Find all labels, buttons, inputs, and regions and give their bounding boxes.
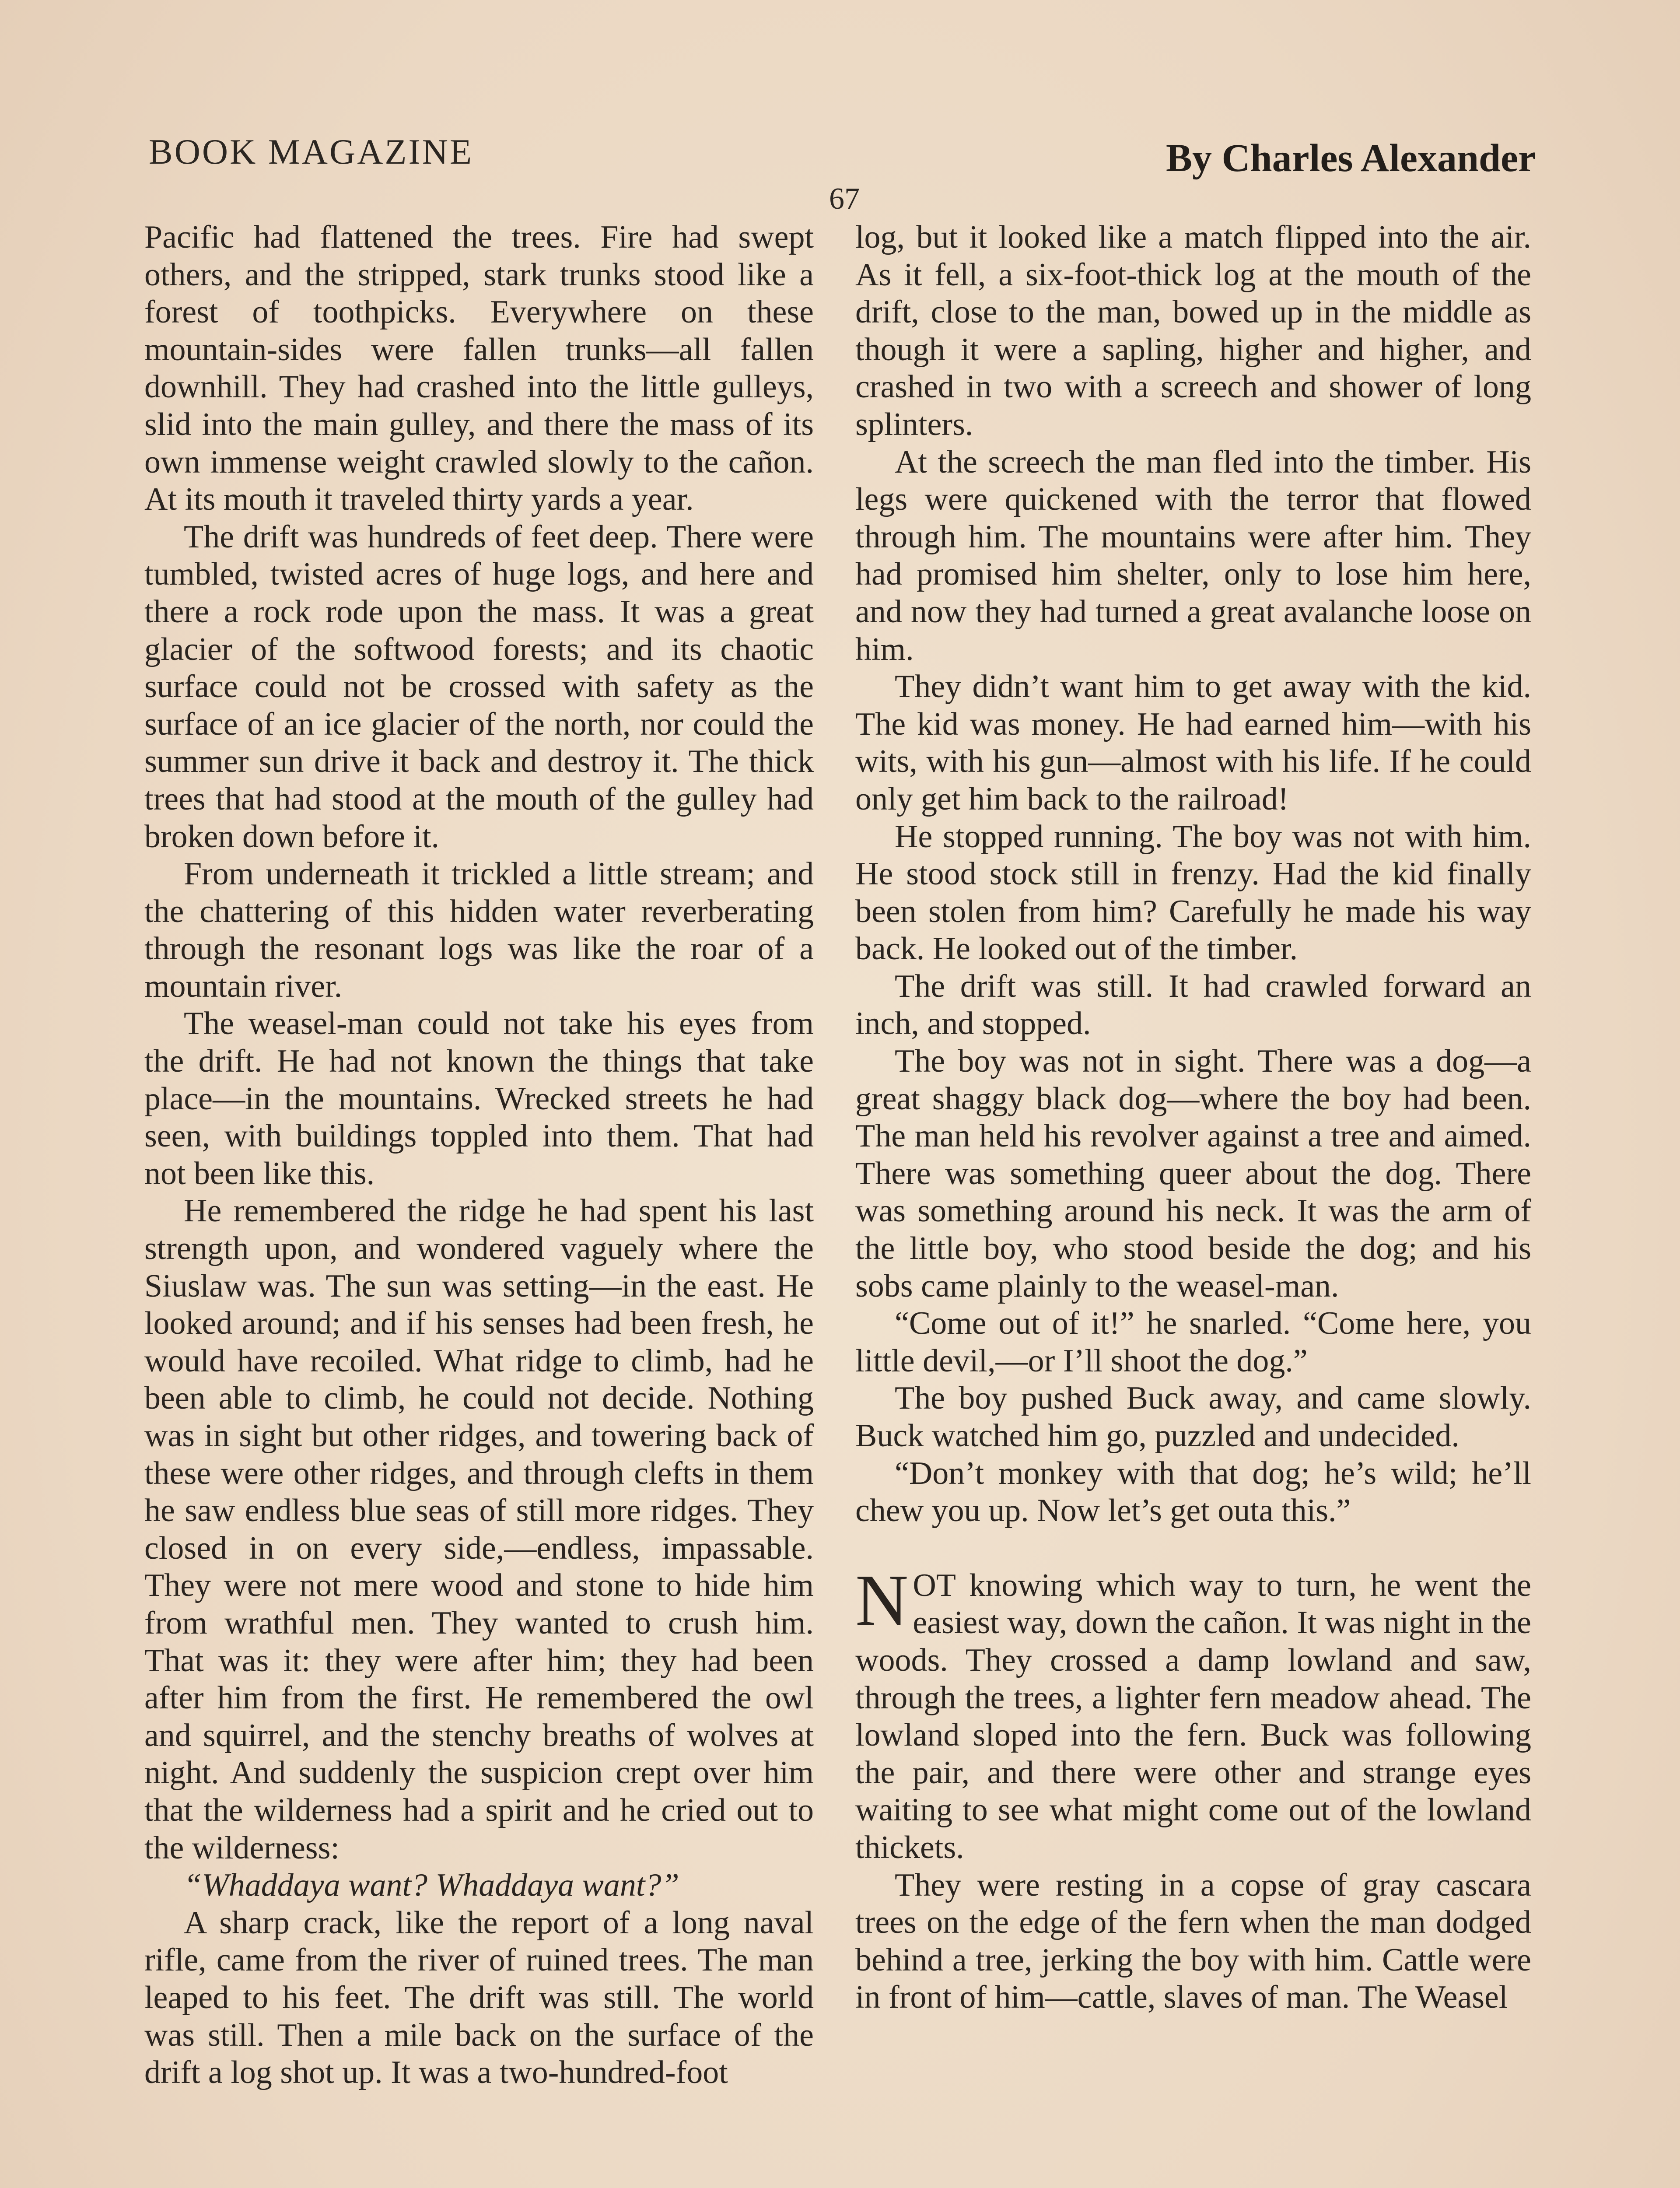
left-column: [144, 219, 814, 2092]
magazine-title: BOOK MAGAZINE: [149, 132, 474, 172]
paragraph: A sharp crack, like the report of a long naval rifle, came from the river of ruined trees. The man leaped to his feet. The drift was still. The world was still. Then a mile back on the surface of the drift a log shot up. It was a two-hundred-foot: [144, 1904, 814, 2091]
section-first-text: OT knowing which way to turn, he went the easiest way, down the cañon. It was night in the woods. They crossed a damp lowland and saw, through the trees, a lighter fern meadow ahead. The lowland sloped into the fern. Buck was following the pair, and there were other and strange eyes waiting to see what might come out of the lowland thickets.: [855, 1567, 1531, 1865]
paragraph: He stopped running. The boy was not with him. He stood stock still in frenzy. Had the kid finally been stolen from him? Carefully he made his way back. He looked out of the timber.: [855, 818, 1531, 967]
paragraph: The weasel-man could not take his eyes from the drift. He had not known the things that take place—in the mountains. Wrecked streets he had seen, with buildings toppled into them. That had not been like this.: [144, 1006, 814, 1192]
paragraph: At the screech the man fled into the timber. His legs were quickened with the terror that flowed through him. The mountains were after him. They had promised him shelter, only to lose him here, and now they had turned a great avalanche loose on him.: [855, 444, 1531, 667]
paragraph: The drift was still. It had crawled forward an inch, and stopped.: [855, 968, 1531, 1042]
drop-cap: N: [855, 1559, 909, 1641]
paragraph: He remembered the ridge he had spent his last strength upon, and wondered vaguely where the Siuslaw was. The sun was setting—in the east. He looked around; and if his senses had been fresh, he would have recoiled. What ridge to climb, had he been able to climb, he could not decide. Nothing was in sight but other ridges, and towering back of these were other ridges, and through clefts in them he saw endless blue seas of still more ridges. They closed in on every side,—endless, impassable. They were not mere wood and stone to hide him from wrathful men. They wanted to crush him. That was it: they were after him; they had been after him from the first. He remembered the owl and squirrel, and the stenchy breaths of wolves at night. And suddenly the suspicion crept over him that the wilderness had a spirit and he cried out to the wilderness:: [144, 1193, 814, 1866]
author-byline: By Charles Alexander: [1166, 137, 1536, 180]
page-number: 67: [829, 182, 860, 216]
paragraph: log, but it looked like a match flipped into the air. As it fell, a six-foot-thick log at the mouth of the drift, close to the man, bowed up in the middle as though it were a sapling, higher and higher, and crashed in two with a screech and shower of long splinters.: [855, 219, 1531, 442]
section-start-paragraph: [855, 1559, 1531, 1867]
paragraph: The drift was hundreds of feet deep. There were tumbled, twisted acres of huge logs, and here and there a rock rode upon the mass. It was a great glacier of the softwood forests; and its chaotic surface could not be crossed with safety as the surface of an ice glacier of the north, nor could the summer sun drive it back and destroy it. The thick trees that had stood at the mouth of the gulley had broken down before it.: [144, 519, 814, 855]
paragraph: “Come out of it!” he snarled. “Come here, you little devil,—or I’ll shoot the dog.”: [855, 1305, 1531, 1379]
right-column: [855, 219, 1531, 2016]
paragraph: They didn’t want him to get away with the kid. The kid was money. He had earned him—with his wits, with his gun—almost with his life. If he could only get him back to the railroad!: [855, 669, 1531, 817]
paragraph: “Whaddaya want? Whaddaya want?”: [184, 1867, 679, 1904]
paragraph: They were resting in a copse of gray cascara trees on the edge of the fern when the man dodged behind a tree, jerking the boy with him. Cattle were in front of him—cattle, slaves of man. The Weasel: [855, 1867, 1531, 2016]
paragraph: From underneath it trickled a little stream; and the chattering of this hidden water reverberating through the resonant logs was like the roar of a mountain river.: [144, 856, 814, 1004]
paragraph: The boy was not in sight. There was a dog—a great shaggy black dog—where the boy had been. The man held his revolver against a tree and aimed. There was something queer about the dog. There was something around his neck. It was the arm of the little boy, who stood beside the dog; and his sobs came plainly to the weasel-man.: [855, 1043, 1531, 1304]
paragraph: “Don’t monkey with that dog; he’s wild; he’ll chew you up. Now let’s get outa this.”: [855, 1455, 1531, 1529]
paragraph: Pacific had flattened the trees. Fire had swept others, and the stripped, stark trunks stood like a forest of toothpicks. Everywhere on these mountain-sides were fallen trunks—all fallen downhill. They had crashed into the little gulleys, slid into the main gulley, and there the mass of its own immense weight crawled slowly to the cañon. At its mouth it traveled thirty yards a year.: [144, 219, 814, 518]
paragraph: The boy pushed Buck away, and came slowly. Buck watched him go, puzzled and undecided.: [855, 1380, 1531, 1454]
